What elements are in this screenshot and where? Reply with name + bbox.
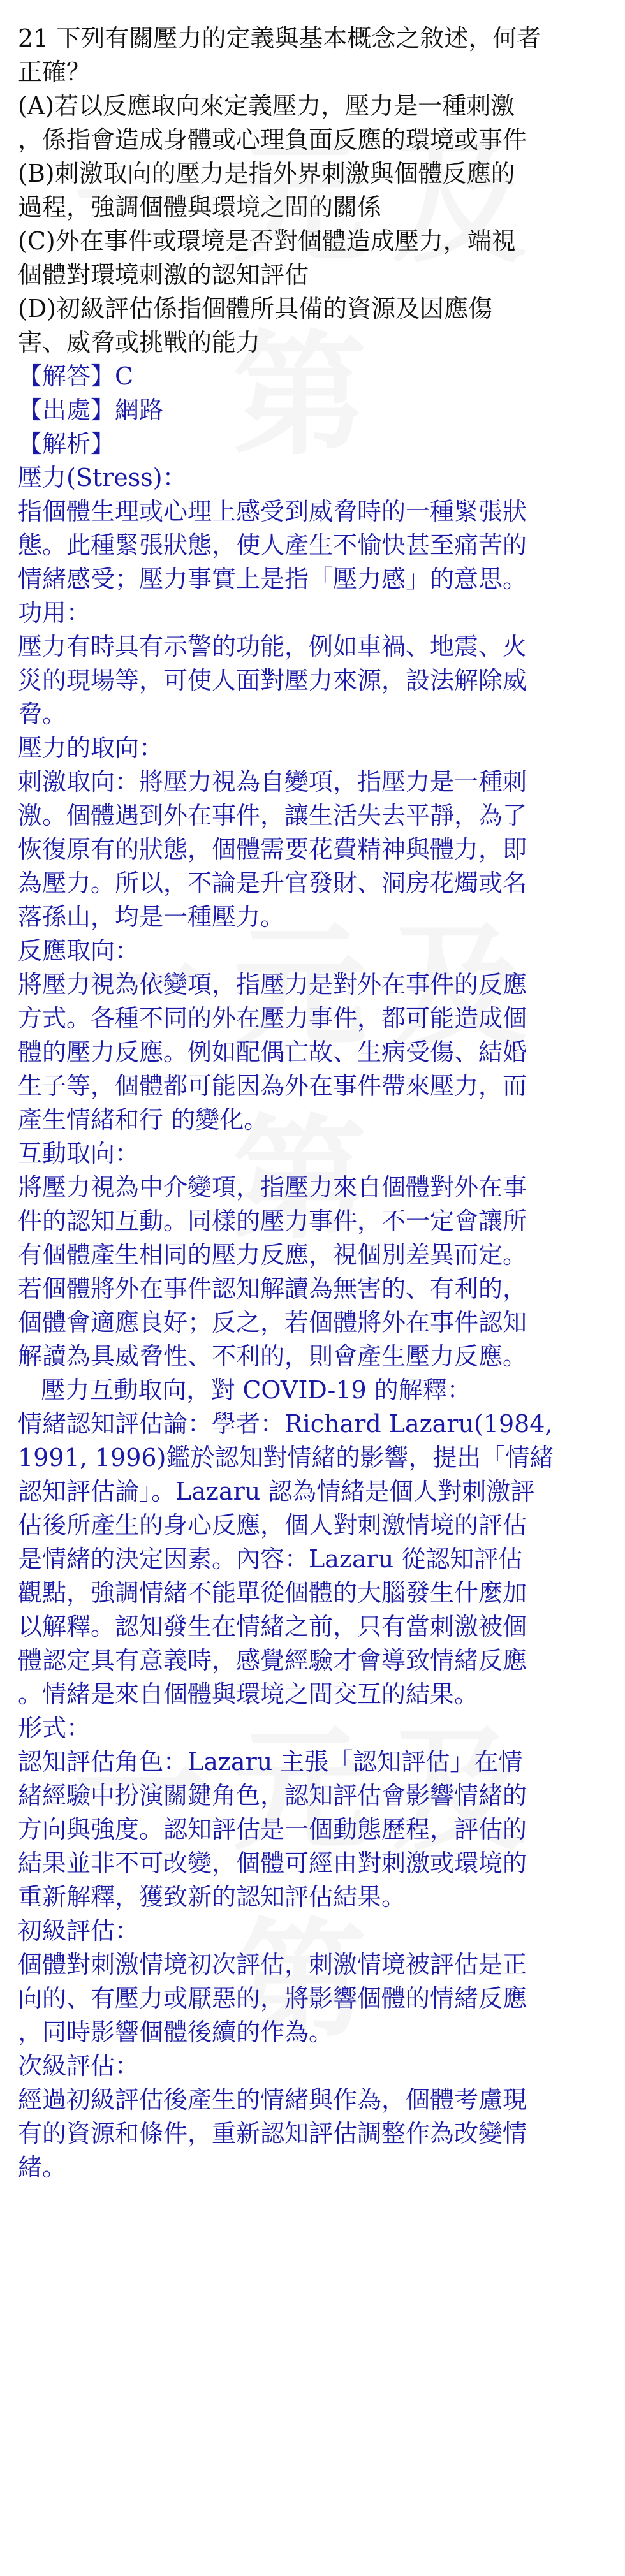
- explanation-line: 次級評估：: [18, 2052, 140, 2080]
- explanation-line: 脅。: [18, 700, 67, 728]
- option-c-line: 個體對環境刺激的認知評估: [18, 261, 309, 289]
- explanation-line: 反應取向：: [18, 937, 140, 965]
- explanation-line: 若個體將外在事件認知解讀為無害的、有利的，: [18, 1275, 527, 1303]
- explanation-line: 是情緒的決定因素。內容：Lazaru 從認知評估: [18, 1545, 523, 1573]
- explanation-line: 激。個體遇到外在事件，讓生活失去平靜，為了: [18, 801, 527, 830]
- explanation-line: 初級評估：: [18, 1917, 140, 1945]
- explanation-line: 恢復原有的狀態，個體需要花費精神與體力，即: [18, 835, 527, 863]
- explanation-line: 災的現場等，可使人面對壓力來源，設法解除威: [18, 666, 527, 694]
- explanation-line: 。情緒是來自個體與環境之間交互的結果。: [18, 1680, 479, 1708]
- explanation-line: 認知評估論」。Lazaru 認為情緒是個人對刺激評: [18, 1477, 535, 1505]
- explanation-line: 重新解釋，獲致新的認知評估結果。: [18, 1883, 406, 1911]
- option-c-line: (C)外在事件或環境是否對個體造成壓力，端視: [18, 227, 516, 255]
- explanation-line: 件的認知互動。同樣的壓力事件，不一定會讓所: [18, 1207, 527, 1235]
- explanation-line: 以解釋。認知發生在情緒之前，只有當刺激被個: [18, 1613, 527, 1641]
- question-block: [18, 22, 608, 360]
- explanation-line: 壓力(Stress)：: [18, 464, 187, 492]
- explanation-block: [18, 461, 608, 2184]
- explanation-line: 為壓力。所以，不論是升官發財、洞房花燭或名: [18, 869, 527, 897]
- option-d-line: 害、威脅或挑戰的能力: [18, 328, 261, 356]
- explanation-line: 態。此種緊張狀態，使人產生不愉快甚至痛苦的: [18, 531, 527, 559]
- explanation-line: 壓力有時具有示警的功能，例如車禍、地震、火: [18, 633, 527, 661]
- explanation-line: 落孫山，均是一種壓力。: [18, 903, 285, 931]
- explanation-line: 結果並非不可改變，個體可經由對刺激或環境的: [18, 1849, 527, 1877]
- explanation-line: 方向與強度。認知評估是一個動態歷程，評估的: [18, 1815, 527, 1843]
- explanation-line: 估後所產生的身心反應，個人對刺激情境的評估: [18, 1511, 527, 1539]
- explanation-line: 方式。各種不同的外在壓力事件，都可能造成個: [18, 1004, 527, 1032]
- option-b-line: (B)刺激取向的壓力是指外界刺激與個體反應的: [18, 159, 515, 187]
- question-line: 21 下列有關壓力的定義與基本概念之敘述，何者: [18, 24, 541, 52]
- explanation-line: 認知評估角色：Lazaru 主張「認知評估」在情: [18, 1748, 523, 1776]
- explanation-line: 向的、有壓力或厭惡的，將影響個體的情緒反應: [18, 1984, 527, 2012]
- explanation-line: 指個體生理或心理上感受到威脅時的一種緊張狀: [18, 497, 527, 525]
- explanation-line: 經過初級評估後產生的情緒與作為，個體考慮現: [18, 2086, 527, 2114]
- explanation-line: 緒經驗中扮演關鍵角色，認知評估會影響情緒的: [18, 1782, 527, 1810]
- explanation-line: 形式：: [18, 1714, 91, 1742]
- explanation-line: 將壓力視為中介變項，指壓力來自個體對外在事: [18, 1173, 527, 1201]
- explanation-line: 緒。: [18, 2153, 67, 2181]
- document-body: [18, 22, 608, 2184]
- answer-label: 【解答】C: [18, 362, 134, 390]
- analysis-label: 【解析】: [18, 430, 115, 458]
- explanation-line: 個體會適應良好；反之，若個體將外在事件認知: [18, 1308, 527, 1336]
- explanation-line: 解讀為具威脅性、不利的，則會產生壓力反應。: [18, 1342, 527, 1370]
- explanation-line: ，同時影響個體後續的作為。: [18, 2018, 334, 2046]
- explanation-line: 壓力互動取向，對 COVID-19 的解釋：: [18, 1376, 471, 1404]
- explanation-line: 生子等，個體都可能因為外在事件帶來壓力，而: [18, 1072, 527, 1100]
- explanation-line: 將壓力視為依變項，指壓力是對外在事件的反應: [18, 970, 527, 999]
- option-a-line: ，係指會造成身體或心理負面反應的環境或事件: [18, 126, 527, 154]
- question-line: 正確？: [18, 58, 91, 86]
- explanation-line: 情緒認知評估論：學者：Richard Lazaru(1984,: [18, 1410, 553, 1438]
- explanation-line: 觀點，強調情緒不能單從個體的大腦發生什麼加: [18, 1579, 527, 1607]
- explanation-line: 壓力的取向：: [18, 734, 164, 762]
- explanation-line: 體認定具有意義時，感覺經驗才會導致情緒反應: [18, 1646, 527, 1674]
- explanation-line: 有個體產生相同的壓力反應，視個別差異而定。: [18, 1241, 527, 1269]
- explanation-line: 1991, 1996)鑑於認知對情緒的影響，提出「情緒: [18, 1444, 554, 1472]
- option-d-line: (D)初級評估係指個體所具備的資源及因應傷: [18, 295, 493, 323]
- option-a-line: (A)若以反應取向來定義壓力，壓力是一種刺激: [18, 92, 515, 120]
- option-b-line: 過程，強調個體與環境之間的關係: [18, 193, 382, 221]
- explanation-line: 互動取向：: [18, 1139, 140, 1167]
- explanation-line: 產生情緒和行 的變化。: [18, 1106, 268, 1134]
- explanation-line: 功用：: [18, 599, 91, 627]
- explanation-line: 刺激取向：將壓力視為自變項，指壓力是一種刺: [18, 768, 527, 796]
- explanation-line: 有的資源和條件，重新認知評估調整作為改變情: [18, 2119, 527, 2148]
- explanation-line: 個體對刺激情境初次評估，刺激情境被評估是正: [18, 1950, 527, 1979]
- explanation-line: 情緒感受；壓力事實上是指「壓力感」的意思。: [18, 565, 527, 593]
- source-label: 【出處】網路: [18, 396, 164, 424]
- explanation-line: 體的壓力反應。例如配偶亡故、生病受傷、結婚: [18, 1038, 527, 1066]
